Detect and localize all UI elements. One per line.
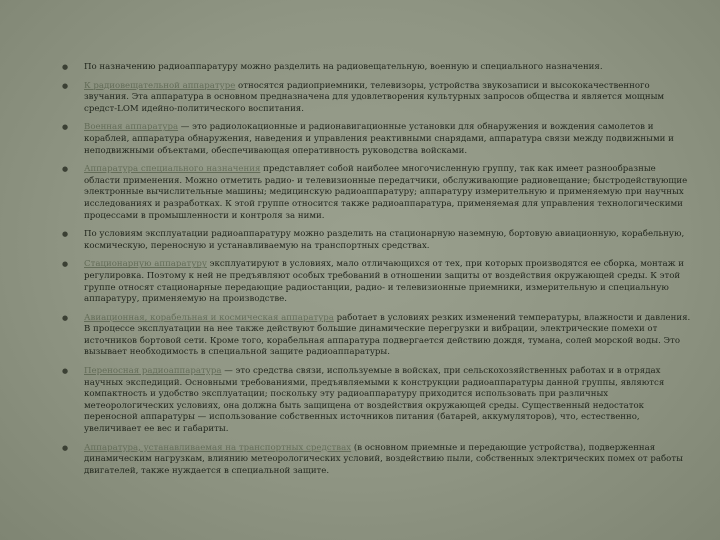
term-link[interactable]: Авиационная, корабельная и космическая аппаратура — [84, 312, 334, 323]
list-item — [62, 81, 694, 116]
bullet-icon: ● — [62, 63, 69, 71]
bullet-icon: ● — [62, 123, 69, 132]
term-link[interactable]: Переносная радиоаппаратура — [84, 366, 222, 377]
list-item — [62, 313, 694, 359]
item-text: (в основном приемные и передающие устройства), подверженная динамическим нагрузкам, влиянию метеорологических условий, воздействию пыли, собственных электрических помех от работы двигателей, также нуждается в специальной защите. — [84, 442, 683, 476]
bullet-icon: ● — [62, 81, 69, 90]
list-item — [62, 122, 694, 157]
item-text: — это радиолокационные и радионавигационные установки для обнаружения и вождения самолетов и кораблей, аппаратура обнаружения, наведения и управления реактивными снарядами, аппаратура связи между подвижными и неподвижными объектами, обеспечивающая оперативность руководства войсками. — [84, 122, 674, 156]
item-text: представляет собой наиболее многочисленную группу, так как имеет разнообразные области применения. Можно отметить радио- и телевизионные передатчики, обслуживающие радиовещание; быстродействующие электронные вычислительные машины; медицинскую радиоаппаратуру; аппаратуру измерительную и применяемую при научных исследованиях и разработках. К этой группе относится также радиоаппаратура, применяемая для управления технологическими процессами в промышленности и контроля за ними. — [84, 164, 688, 221]
bullet-icon: ● — [62, 165, 69, 174]
bullet-icon: ● — [62, 313, 69, 322]
item-text: работает в условиях резких изменений температуры, влажности и давления. В процессе эксплуатации на нее также действуют большие динамические перегрузки и вибрации, электрические помехи от источников бортовой сети. Кроме того, корабельная аппаратура подвергается действию дождя, тумана, солей морской воды. Это вызывает необходимость в специальной защите радиоаппаратуры. — [84, 312, 691, 358]
bullet-icon: ● — [62, 367, 69, 376]
item-text: По назначению радиоаппаратуру можно разделить на радиовещательную, военную и специального назначения. — [84, 62, 603, 72]
term-link[interactable]: Стационарную аппаратуру — [84, 259, 207, 270]
list-item — [62, 366, 694, 436]
item-text: По условиям эксплуатации радиоаппаратуру можно разделить на стационарную наземную, бортовую авиационную, корабельную, космическую, переносную и устанавливаемую на транспортных средствах. — [84, 229, 685, 251]
bullet-list — [62, 62, 694, 484]
term-link[interactable]: Военная аппаратура — [84, 122, 179, 133]
list-item — [62, 443, 694, 478]
bullet-icon: ● — [62, 260, 69, 269]
term-link[interactable]: Аппаратура специального назначения — [84, 164, 261, 175]
item-text: — это средства связи, используемые в войсках, при сельскохозяйственных работах и в отрядах научных экспедиций. Основными требованиями, предъявляемыми к конструкции радиоаппаратуры данной группы, являются компактность и удобство эксплуатации; поскольку эту радиоаппаратуру приходится использовать при различных метеорологических условиях, она должна быть защищена от воздействия окружающей среды. Существенный недостаток переносной аппаратуры — использование собственных источников питания (батарей, аккумуляторов), что, естественно, увеличивает ее вес и габариты. — [84, 366, 665, 435]
list-item — [62, 164, 694, 222]
list-item — [62, 62, 694, 74]
term-link[interactable]: К радиовещательной аппаратуре — [84, 80, 236, 91]
list-item — [62, 229, 694, 252]
bullet-icon: ● — [62, 443, 69, 452]
list-item — [62, 259, 694, 305]
item-text: эксплуатируют в условиях, мало отличающихся от тех, при которых производятся ее сборка, монтаж и регулировка. Поэтому к ней не предъявляют особых требований в отношении защиты от воздействия окружающей среды. К этой группе относят стационарные передающие радиостанции, радио- и телевизионные приемники, измерительную и специальную аппаратуру, применяемую на производстве. — [84, 259, 685, 305]
term-link[interactable]: Аппаратура, устанавливаемая на транспортных средствах — [84, 442, 352, 453]
item-text: относятся радиоприемники, телевизоры, устройства звукозаписи и высококачественного звучания. Эта аппаратура в основном предназначена для удовлетворения культурных запросов общества и является мощным средст-LOM идейно-политического воспитания. — [84, 80, 665, 114]
bullet-icon: ● — [62, 230, 69, 239]
